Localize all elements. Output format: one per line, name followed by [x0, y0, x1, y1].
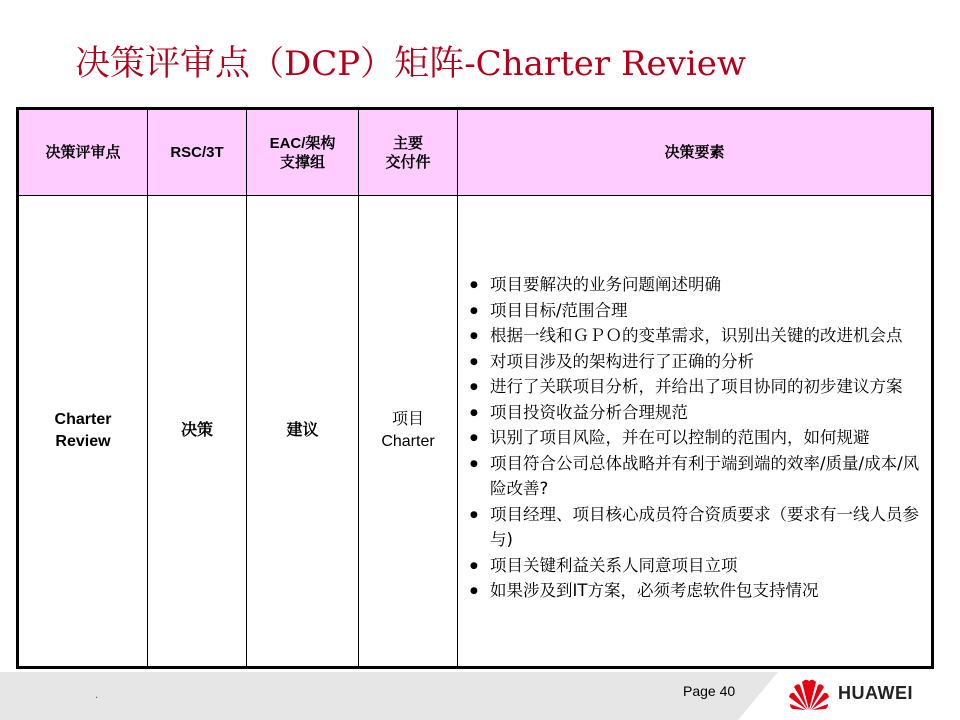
list-item: ● 对项目涉及的架构进行了正确的分析: [464, 349, 925, 375]
list-item: ● 项目目标/范围合理: [464, 298, 925, 324]
list-item: ● 如果涉及到IT方案，必须考虑软件包支持情况: [464, 578, 925, 604]
list-item: ● 识别了项目风险，并在可以控制的范围内，如何规避: [464, 425, 925, 451]
title-cn: 决策评审点: [75, 44, 251, 84]
table-header-row: [19, 110, 932, 196]
list-item: ● 项目要解决的业务问题阐述明确: [464, 272, 925, 298]
huawei-petal-logo-icon: [788, 677, 830, 711]
header-deliverables: 主要 交付件: [359, 110, 458, 196]
header-eac: EAC/架构 支撑组: [247, 110, 359, 196]
cell-decision-factors: [458, 196, 932, 667]
title-en: -Charter Review: [464, 44, 746, 84]
list-item: ● 项目投资收益分析合理规范: [464, 400, 925, 426]
list-item: ● 进行了关联项目分析，并给出了项目协同的初步建议方案: [464, 374, 925, 400]
page-number: Page 40: [683, 683, 736, 699]
footer-dot: .: [95, 690, 99, 701]
header-decision-factors: 决策要素: [458, 110, 932, 196]
cell-eac-advice: 建议: [247, 196, 359, 667]
title-paren: （DCP）: [250, 44, 395, 84]
list-item: ● 项目经理、项目核心成员符合资质要求（要求有一线人员参与): [464, 502, 925, 553]
decision-factor-list: [464, 272, 925, 604]
header-rsc: RSC/3T: [148, 110, 247, 196]
list-item: ● 根据一线和ＧＰＯ的变革需求，识别出关键的改进机会点: [464, 323, 925, 349]
list-item: ● 项目符合公司总体战略并有利于端到端的效率/质量/成本/风险改善?: [464, 451, 925, 502]
list-item: ● 项目关键利益关系人同意项目立项: [464, 553, 925, 579]
dcp-matrix-table: [16, 107, 934, 669]
table-row: [19, 196, 932, 667]
huawei-brand-text: HUAWEI: [838, 683, 913, 703]
page-title: [75, 36, 746, 92]
cell-rsc-decision: 决策: [148, 196, 247, 667]
cell-deliverable: 项目 Charter: [359, 196, 458, 667]
header-decision-point: 决策评审点: [19, 110, 148, 196]
cell-charter-review: Charter Review: [19, 196, 148, 667]
title-cn2: 矩阵: [394, 44, 465, 84]
